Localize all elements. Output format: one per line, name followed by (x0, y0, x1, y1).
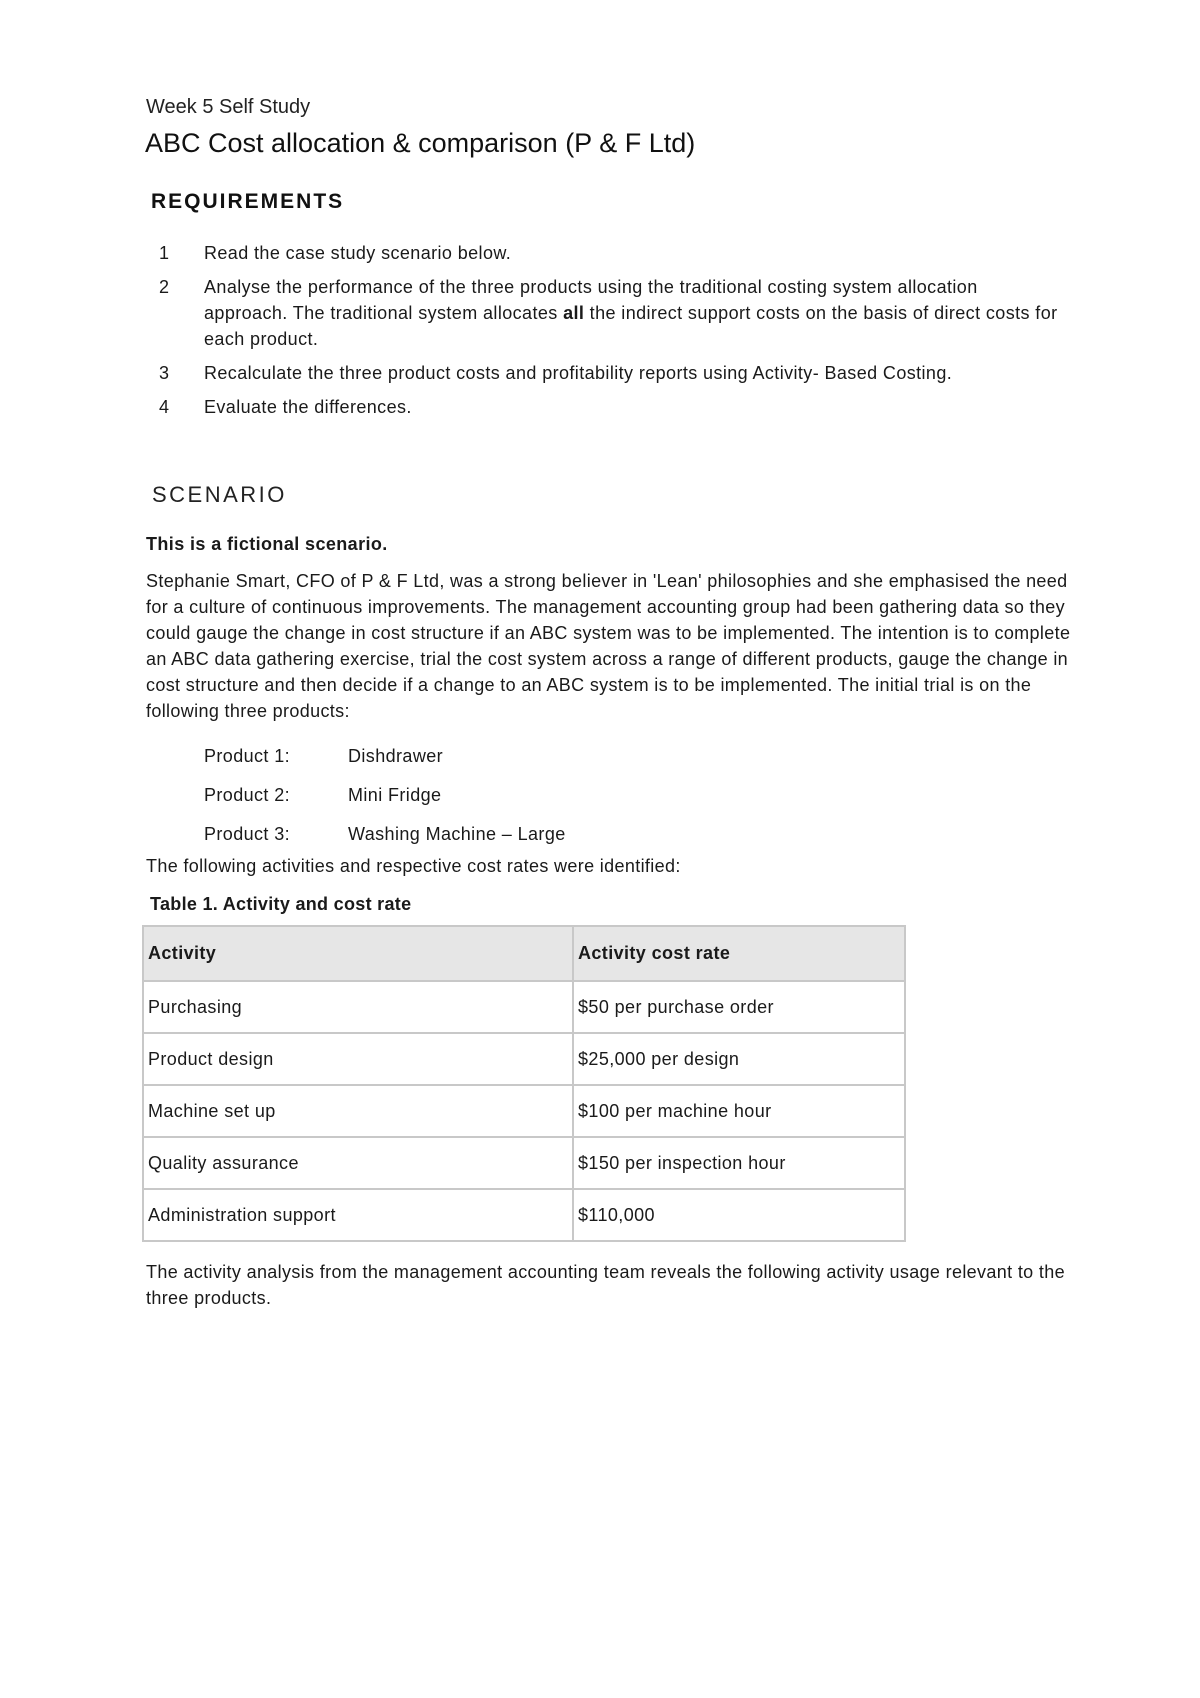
week-label: Week 5 Self Study (146, 96, 311, 118)
product-row-1 (204, 746, 443, 767)
requirement-number: 1 (159, 243, 170, 263)
product-label: Product 2: (204, 785, 291, 805)
table-row (143, 1137, 905, 1189)
table-caption: Table 1. Activity and cost rate (150, 894, 412, 914)
table-header-row (143, 926, 905, 981)
activity-cell: Machine set up (143, 1085, 573, 1137)
product-label: Product 1: (204, 746, 291, 766)
requirement-text: Read the case study scenario below. (204, 243, 512, 263)
activity-cost-table (142, 925, 906, 1242)
activity-cell: Administration support (143, 1189, 573, 1241)
scenario-heading: SCENARIO (152, 482, 287, 507)
page-title: ABC Cost allocation & comparison (P & F Ltd) (145, 128, 696, 158)
requirements-list (146, 240, 1066, 428)
requirement-item-3 (146, 360, 1066, 386)
fictional-note: This is a fictional scenario. (146, 534, 388, 554)
product-name: Mini Fridge (348, 785, 442, 805)
activity-cell: Quality assurance (143, 1137, 573, 1189)
scenario-paragraph: Stephanie Smart, CFO of P & F Ltd, was a strong believer in 'Lean' philosophies and she emphasised the need for a culture of continuous improvements. The management accounting group had been gathering data so they could gauge the change in cost structure if an ABC system was to be implemented. The intention is to complete an ABC data gathering exercise, trial the cost system across a range of different products, gauge the change in cost structure and then decide if a change to an ABC system is to be implemented. The initial trial is on the following three products: (146, 571, 1071, 721)
table-row (143, 1033, 905, 1085)
requirement-number: 3 (159, 363, 170, 383)
activities-intro: The following activities and respective cost rates were identified: (146, 856, 681, 876)
requirement-number: 2 (159, 277, 170, 297)
cost-rate-cell: $100 per machine hour (573, 1085, 905, 1137)
cost-rate-cell: $110,000 (573, 1189, 905, 1241)
activity-cell: Purchasing (143, 981, 573, 1033)
cost-rate-cell: $50 per purchase order (573, 981, 905, 1033)
requirement-text-before: Analyse the performance of the three products using the traditional costing system allocation approach. The traditional system allocates (204, 277, 978, 323)
closing-paragraph: The activity analysis from the management accounting team reveals the following activity usage relevant to the three products. (146, 1262, 1065, 1308)
requirement-text: Recalculate the three product costs and profitability reports using Activity- Based Costing. (204, 363, 953, 383)
product-row-3 (204, 824, 566, 845)
table-row (143, 981, 905, 1033)
product-label: Product 3: (204, 824, 291, 844)
cost-rate-cell: $25,000 per design (573, 1033, 905, 1085)
product-row-2 (204, 785, 441, 806)
table-row (143, 1189, 905, 1241)
requirement-item-4 (146, 394, 1066, 420)
column-header-cost-rate: Activity cost rate (573, 926, 905, 981)
column-header-activity: Activity (143, 926, 573, 981)
table-row (143, 1085, 905, 1137)
product-name: Washing Machine – Large (348, 824, 566, 844)
requirement-text: Evaluate the differences. (204, 397, 412, 417)
requirements-heading: REQUIREMENTS (151, 190, 345, 213)
requirement-item-2 (146, 274, 1066, 352)
requirement-text-after: the indirect support costs on the basis of direct costs for each product. (204, 303, 1058, 349)
product-name: Dishdrawer (348, 746, 444, 766)
requirement-number: 4 (159, 397, 170, 417)
activity-cell: Product design (143, 1033, 573, 1085)
requirement-item-1 (146, 240, 1066, 266)
cost-rate-cell: $150 per inspection hour (573, 1137, 905, 1189)
requirement-emphasis: all (563, 303, 585, 323)
